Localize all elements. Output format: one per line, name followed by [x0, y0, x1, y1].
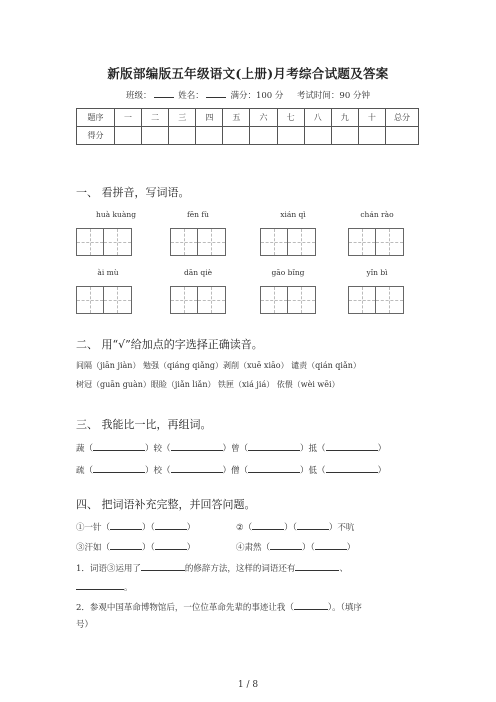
table-cell: 题序 — [77, 109, 115, 127]
writing-grid[interactable] — [260, 286, 316, 314]
text-label: 。 — [124, 583, 133, 593]
text-label: ） — [377, 444, 387, 454]
score-cell[interactable] — [331, 127, 358, 145]
score-cell[interactable] — [358, 127, 385, 145]
section-2-title: 二、 用“√”给加点的字选择正确读音。 — [76, 338, 263, 351]
table-cell: 总分 — [386, 109, 419, 127]
reading-line-1: 间隔（jiān jiàn） 勉强（qiáng qiǎng）剥削（xuē xiāo） 谴责（qián qiǎn） — [76, 361, 361, 370]
idiom-line-2b — [236, 540, 355, 553]
name-label: 姓名： — [178, 91, 204, 101]
text-label: ④肃然（ — [236, 543, 271, 553]
compare-line-2 — [76, 463, 386, 476]
text-label: ）较（ — [145, 444, 171, 454]
text-label: ）校（ — [145, 466, 171, 476]
text-label: 、 — [339, 564, 348, 574]
text-label: ） — [186, 523, 196, 533]
writing-grid[interactable] — [170, 286, 226, 314]
question-2 — [76, 600, 362, 613]
page-title: 新版部编版五年级语文(上册)月考综合试题及答案 — [107, 66, 389, 81]
writing-grid[interactable] — [348, 286, 404, 314]
text-label: ）低（ — [300, 466, 326, 476]
class-blank[interactable] — [154, 88, 174, 98]
score-cell[interactable] — [386, 127, 419, 145]
answer-blank[interactable] — [155, 520, 187, 530]
answer-blank[interactable] — [297, 520, 329, 530]
answer-blank[interactable] — [326, 463, 378, 473]
pinyin-label: xián qì — [280, 210, 306, 219]
answer-blank[interactable] — [110, 540, 142, 550]
writing-grid[interactable] — [76, 286, 132, 314]
score-cell[interactable] — [196, 127, 223, 145]
answer-blank[interactable] — [294, 600, 328, 610]
section-1-title: 一、 看拼音，写词语。 — [76, 186, 190, 199]
score-cell[interactable] — [277, 127, 304, 145]
answer-blank[interactable] — [248, 463, 300, 473]
answer-blank[interactable] — [171, 463, 223, 473]
writing-grid[interactable] — [348, 228, 404, 256]
idiom-line-1a — [76, 520, 195, 533]
score-cell[interactable] — [115, 127, 142, 145]
score-table-header — [77, 109, 419, 127]
question-1-cont — [76, 580, 133, 593]
answer-blank[interactable] — [141, 561, 185, 571]
text-label: ）曾（ — [222, 444, 249, 454]
table-cell: 三 — [169, 109, 196, 127]
exam-time: 考试时间：90 分钟 — [296, 91, 370, 101]
reading-line-2: 树冠（guān guàn）眼睑（jiǎn liǎn） 铁匣（xiá jiá） 依偎（wèi wēi） — [76, 380, 340, 389]
table-cell: 七 — [277, 109, 304, 127]
writing-grid[interactable] — [76, 228, 132, 256]
table-cell: 五 — [223, 109, 250, 127]
text-label: 的修辞方法，这样的词语还有 — [184, 564, 296, 574]
score-table — [76, 108, 419, 145]
score-cell[interactable] — [142, 127, 169, 145]
text-label: 蔬（ — [76, 444, 94, 454]
text-label: ）（ — [142, 543, 155, 553]
score-cell[interactable] — [169, 127, 196, 145]
table-cell: 九 — [331, 109, 358, 127]
pinyin-label: huà kuàng — [96, 210, 136, 219]
text-label: ） — [377, 466, 387, 476]
text-label: 1．词语③运用了 — [76, 564, 141, 574]
answer-blank[interactable] — [326, 441, 378, 451]
question-1 — [76, 561, 348, 574]
text-label: ） — [186, 543, 196, 553]
text-label: ）僧（ — [222, 466, 249, 476]
text-label: 疏（ — [76, 466, 94, 476]
answer-blank[interactable] — [155, 540, 187, 550]
answer-blank[interactable] — [252, 520, 284, 530]
table-cell: 八 — [304, 109, 331, 127]
idiom-line-1b — [236, 520, 354, 533]
text-label: ①一针（ — [76, 523, 111, 533]
compare-line-1 — [76, 441, 386, 454]
answer-blank[interactable] — [110, 520, 142, 530]
full-score: 满分：100 分 — [230, 91, 284, 101]
pinyin-label: ài mù — [97, 268, 119, 277]
pinyin-label: yǐn bì — [366, 268, 388, 277]
writing-grid[interactable] — [170, 228, 226, 256]
score-cell[interactable] — [250, 127, 277, 145]
score-table-row — [77, 127, 419, 145]
answer-blank[interactable] — [315, 540, 347, 550]
text-label: ③汗如（ — [76, 543, 111, 553]
exam-info — [0, 88, 496, 101]
text-label: ）抵（ — [300, 444, 326, 454]
writing-grid[interactable] — [260, 228, 316, 256]
text-label: ）（ — [284, 523, 297, 533]
idiom-line-2a — [76, 540, 195, 553]
answer-blank[interactable] — [248, 441, 300, 451]
answer-blank[interactable] — [171, 441, 223, 451]
score-cell[interactable] — [223, 127, 250, 145]
class-label: 班级： — [126, 91, 152, 101]
text-label: ）不吭 — [328, 523, 355, 533]
table-cell: 十 — [358, 109, 385, 127]
text-label: ） — [346, 543, 356, 553]
text-label: ）（ — [302, 543, 315, 553]
question-2-cont: 号） — [76, 620, 94, 630]
pinyin-label: fēn fù — [186, 210, 210, 219]
answer-blank[interactable] — [295, 561, 339, 571]
score-cell[interactable] — [304, 127, 331, 145]
section-3-title: 三、 我能比一比，再组词。 — [76, 418, 212, 431]
answer-blank[interactable] — [93, 441, 145, 451]
answer-blank[interactable] — [270, 540, 302, 550]
table-cell: 二 — [142, 109, 169, 127]
pinyin-label: gāo bǐng — [271, 268, 305, 277]
table-cell: 六 — [250, 109, 277, 127]
text-label: ）。（填序 — [327, 603, 362, 613]
answer-blank[interactable] — [93, 463, 145, 473]
table-cell: 一 — [115, 109, 142, 127]
table-cell: 四 — [196, 109, 223, 127]
text-label: 2．参观中国革命博物馆后，一位位革命先辈的事迹让我（ — [76, 603, 294, 613]
pinyin-label: dān qiè — [183, 268, 213, 277]
page-number: 1 / 8 — [237, 680, 259, 690]
table-cell: 得分 — [77, 127, 115, 145]
pinyin-label: chán rào — [360, 210, 394, 219]
answer-blank[interactable] — [76, 580, 124, 590]
name-blank[interactable] — [206, 88, 226, 98]
section-4-title: 四、 把词语补充完整，并回答问题。 — [76, 498, 256, 511]
text-label: ）（ — [142, 523, 155, 533]
text-label: ②（ — [236, 523, 253, 533]
